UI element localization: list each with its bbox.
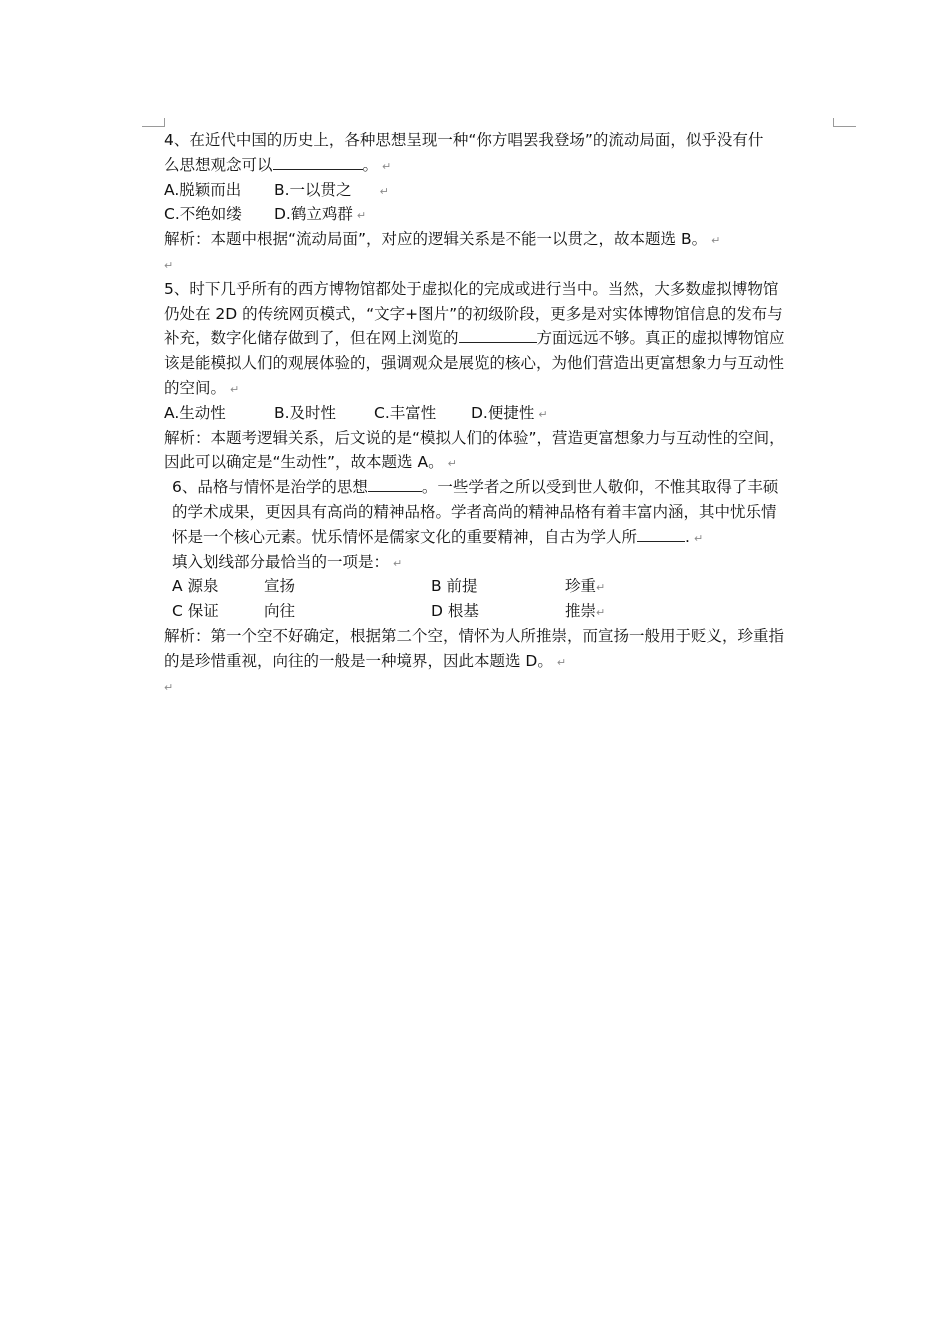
q4-option-b: B.一以贯之 [274, 180, 352, 199]
answer-blank [368, 477, 422, 492]
paragraph-mark-icon: ↵ [356, 209, 367, 223]
empty-paragraph [164, 674, 832, 699]
paragraph-mark-icon: ↵ [693, 531, 704, 545]
q5-stem-line-1: 5、时下几乎所有的西方博物馆都处于虚拟化的完成或进行当中。当然，大多数虚拟博物馆 [164, 279, 779, 298]
q4-option-d: D.鹤立鸡群 [274, 205, 353, 224]
q6-options-row-1 [164, 574, 832, 599]
q6-stem-line-2: 的学术成果，更因具有高尚的精神品格。学者高尚的精神品格有着丰富内涵，其中忧乐情 [172, 502, 777, 521]
q5-stem-line-5: 的空间。 ↵ [164, 378, 240, 397]
document-body [164, 128, 832, 698]
answer-blank [273, 155, 363, 170]
answer-blank [637, 527, 685, 542]
paragraph-mark-icon: ↵ [556, 655, 567, 669]
q6-options-row-2 [164, 599, 832, 624]
q6-analysis-line-2: 的是珍惜重视，向往的一般是一种境界，因此本题选 D。 ↵ [164, 651, 567, 670]
paragraph-mark-icon: ↵ [596, 606, 606, 620]
q6-option-c-word: 向往 [264, 602, 296, 621]
paragraph-mark-icon: ↵ [447, 457, 457, 471]
q6-option-b: B 前提 [431, 577, 478, 596]
q4-analysis: 解析：本题中根据“流动局面”，对应的逻辑关系是不能一以贯之，故本题选 B。 ↵ [164, 230, 721, 249]
q5-stem-line-2: 仍处在 2D 的传统网页模式，“文字+图片”的初级阶段，更多是对实体博物馆信息的发布与 [164, 304, 783, 323]
q6-option-c: C 保证 [172, 602, 219, 621]
paragraph-mark-icon: ↵ [164, 680, 174, 694]
q4-option-c: C.不绝如缕 [164, 205, 242, 224]
paragraph-mark-icon: ↵ [393, 556, 403, 570]
q5-options-row [164, 401, 832, 426]
margin-corner-top-right [833, 118, 856, 127]
q4-option-a: A.脱颖而出 [164, 180, 242, 199]
paragraph-mark-icon: ↵ [382, 159, 392, 173]
q6-option-d: D 根基 [431, 602, 479, 621]
q6-option-d-word: 推崇 [565, 602, 597, 621]
q5-option-b: B.及时性 [274, 403, 337, 422]
q6-analysis-line-1: 解析：第一个空不好确定，根据第二个空，情怀为人所推崇，而宣扬一般用于贬义，珍重指 [164, 626, 785, 645]
q6-prompt: 填入划线部分最恰当的一项是： ↵ [172, 552, 403, 571]
q4-stem-line-2: 么思想观念可以 。 ↵ [164, 155, 392, 174]
paragraph-mark-icon: ↵ [711, 234, 721, 248]
q4-options-row-2 [164, 202, 832, 227]
q6-option-b-word: 珍重 [565, 577, 597, 596]
q4-stem-line-1: 4、在近代中国的历史上，各种思想呈现一种“你方唱罢我登场”的流动局面，似乎没有什 [164, 131, 764, 149]
paragraph-mark-icon: ↵ [230, 382, 240, 396]
q4-options-row-1 [164, 178, 832, 203]
q5-option-d: D.便捷性 [471, 403, 535, 422]
q5-option-a: A.生动性 [164, 403, 226, 422]
q6-stem-line-1: 6、品格与情怀是治学的思想 。一些学者之所以受到世人敬仰，不惟其取得了丰硕 [172, 478, 779, 497]
q6-option-a: A 源泉 [172, 577, 219, 596]
q5-analysis-line-1: 解析：本题考逻辑关系，后文说的是“模拟人们的体验”，营造更富想象力与互动性的空间， [164, 428, 785, 447]
q6-stem-line-3: 怀是一个核心元素。忧乐情怀是儒家文化的重要精神，自古为学人所 . ↵ [172, 527, 704, 546]
q5-option-c: C.丰富性 [374, 403, 437, 422]
paragraph-mark-icon: ↵ [164, 258, 174, 272]
paragraph-mark-icon: ↵ [379, 184, 389, 198]
empty-paragraph [164, 252, 832, 277]
answer-blank [459, 328, 537, 343]
q5-stem-line-3: 补充，数字化储存做到了，但在网上浏览的 方面远远不够。真正的虚拟博物馆应 [164, 329, 785, 348]
margin-corner-top-left [142, 118, 165, 127]
q5-stem-line-4: 该是能模拟人们的观展体验的，强调观众是展览的核心，为他们营造出更富想象力与互动性 [164, 354, 785, 373]
q6-option-a-word: 宣扬 [264, 577, 296, 596]
q5-analysis-line-2: 因此可以确定是“生动性”，故本题选 A。 ↵ [164, 453, 457, 472]
paragraph-mark-icon: ↵ [538, 407, 548, 421]
paragraph-mark-icon: ↵ [596, 581, 606, 595]
